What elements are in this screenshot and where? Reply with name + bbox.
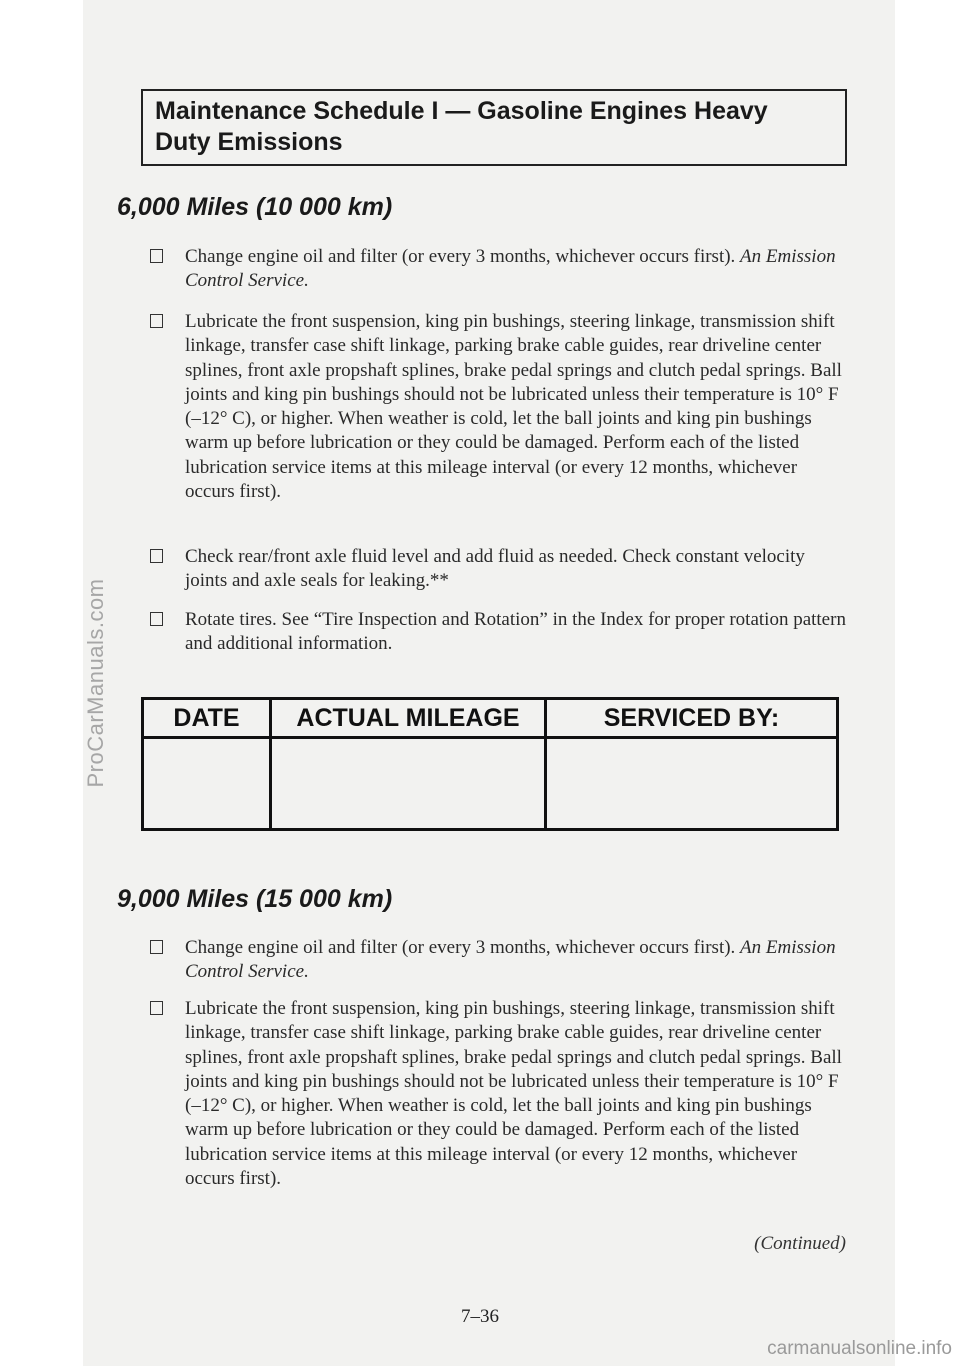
checkbox[interactable] — [150, 940, 163, 954]
section-header-line-2: Duty Emissions — [155, 128, 343, 156]
item-text: Check rear/front axle fluid level and add fluid as needed. Check constant velocity joints and axle seals for leaking.** — [185, 546, 805, 592]
item-text: Lubricate the front suspension, king pin bushings, steering linkage, transmission shift linkage, transfer case shift linkage, parking brake cable guides, rear driveline center splines, front axle propshaft splines, brake pedal springs and clutch pedal springs. Ball joints and king pin bushings should not be lubricated unless their temperature is 10° F (–12° C), or higher. When weather is cold, let the ball joints and king pin bushings warm up before lubrication or they could be damaged. Perform each of the listed lubrication service items at this mileage interval (or every 12 months, whichever occurs first). — [185, 311, 842, 503]
continued-note: (Continued) — [754, 1233, 846, 1254]
side-watermark: ProCarManuals.com — [83, 578, 108, 788]
checklist-item — [150, 608, 850, 657]
bottom-watermark: carmanualsonline.info — [767, 1338, 952, 1359]
serviced-by-cell[interactable] — [546, 738, 838, 830]
section-header-line-1: Maintenance Schedule I — Gasoline Engines Heavy — [155, 97, 768, 125]
mileage-heading-6000: 6,000 Miles (10 000 km) — [117, 193, 393, 221]
item-text: Change engine oil and filter (or every 3 months, whichever occurs first). — [185, 246, 741, 267]
item-note: An Emission Control Service. — [185, 246, 836, 292]
checkbox[interactable] — [150, 249, 163, 263]
checklist-item — [150, 310, 850, 504]
column-header-date: DATE — [143, 699, 271, 738]
checkbox[interactable] — [150, 1001, 163, 1015]
item-text: Change engine oil and filter (or every 3 months, whichever occurs first). — [185, 937, 741, 958]
item-text: Rotate tires. See “Tire Inspection and Rotation” in the Index for proper rotation pattern and additional information. — [185, 609, 846, 655]
actual-mileage-cell[interactable] — [271, 738, 546, 830]
column-header-serviced-by: SERVICED BY: — [546, 699, 838, 738]
section-header-box — [141, 89, 847, 166]
checklist-item — [150, 997, 850, 1191]
checklist-item — [150, 545, 850, 594]
table-header-row — [143, 699, 838, 738]
checkbox[interactable] — [150, 314, 163, 328]
item-text: Lubricate the front suspension, king pin bushings, steering linkage, transmission shift linkage, transfer case shift linkage, parking brake cable guides, rear driveline center splines, front axle propshaft splines, brake pedal springs and clutch pedal springs. Ball joints and king pin bushings should not be lubricated unless their temperature is 10° F (–12° C), or higher. When weather is cold, let the ball joints and king pin bushings warm up before lubrication or they could be damaged. Perform each of the listed lubrication service items at this mileage interval (or every 12 months, whichever occurs first). — [185, 998, 842, 1190]
mileage-heading-9000: 9,000 Miles (15 000 km) — [117, 885, 393, 913]
checkbox[interactable] — [150, 549, 163, 563]
page-number: 7–36 — [461, 1306, 499, 1327]
item-note: An Emission Control Service. — [185, 937, 836, 983]
checklist-item — [150, 936, 850, 985]
checkbox[interactable] — [150, 612, 163, 626]
table-row — [143, 738, 838, 830]
date-cell[interactable] — [143, 738, 271, 830]
checklist-item — [150, 245, 850, 294]
column-header-actual-mileage: ACTUAL MILEAGE — [271, 699, 546, 738]
service-record-table — [141, 697, 839, 831]
